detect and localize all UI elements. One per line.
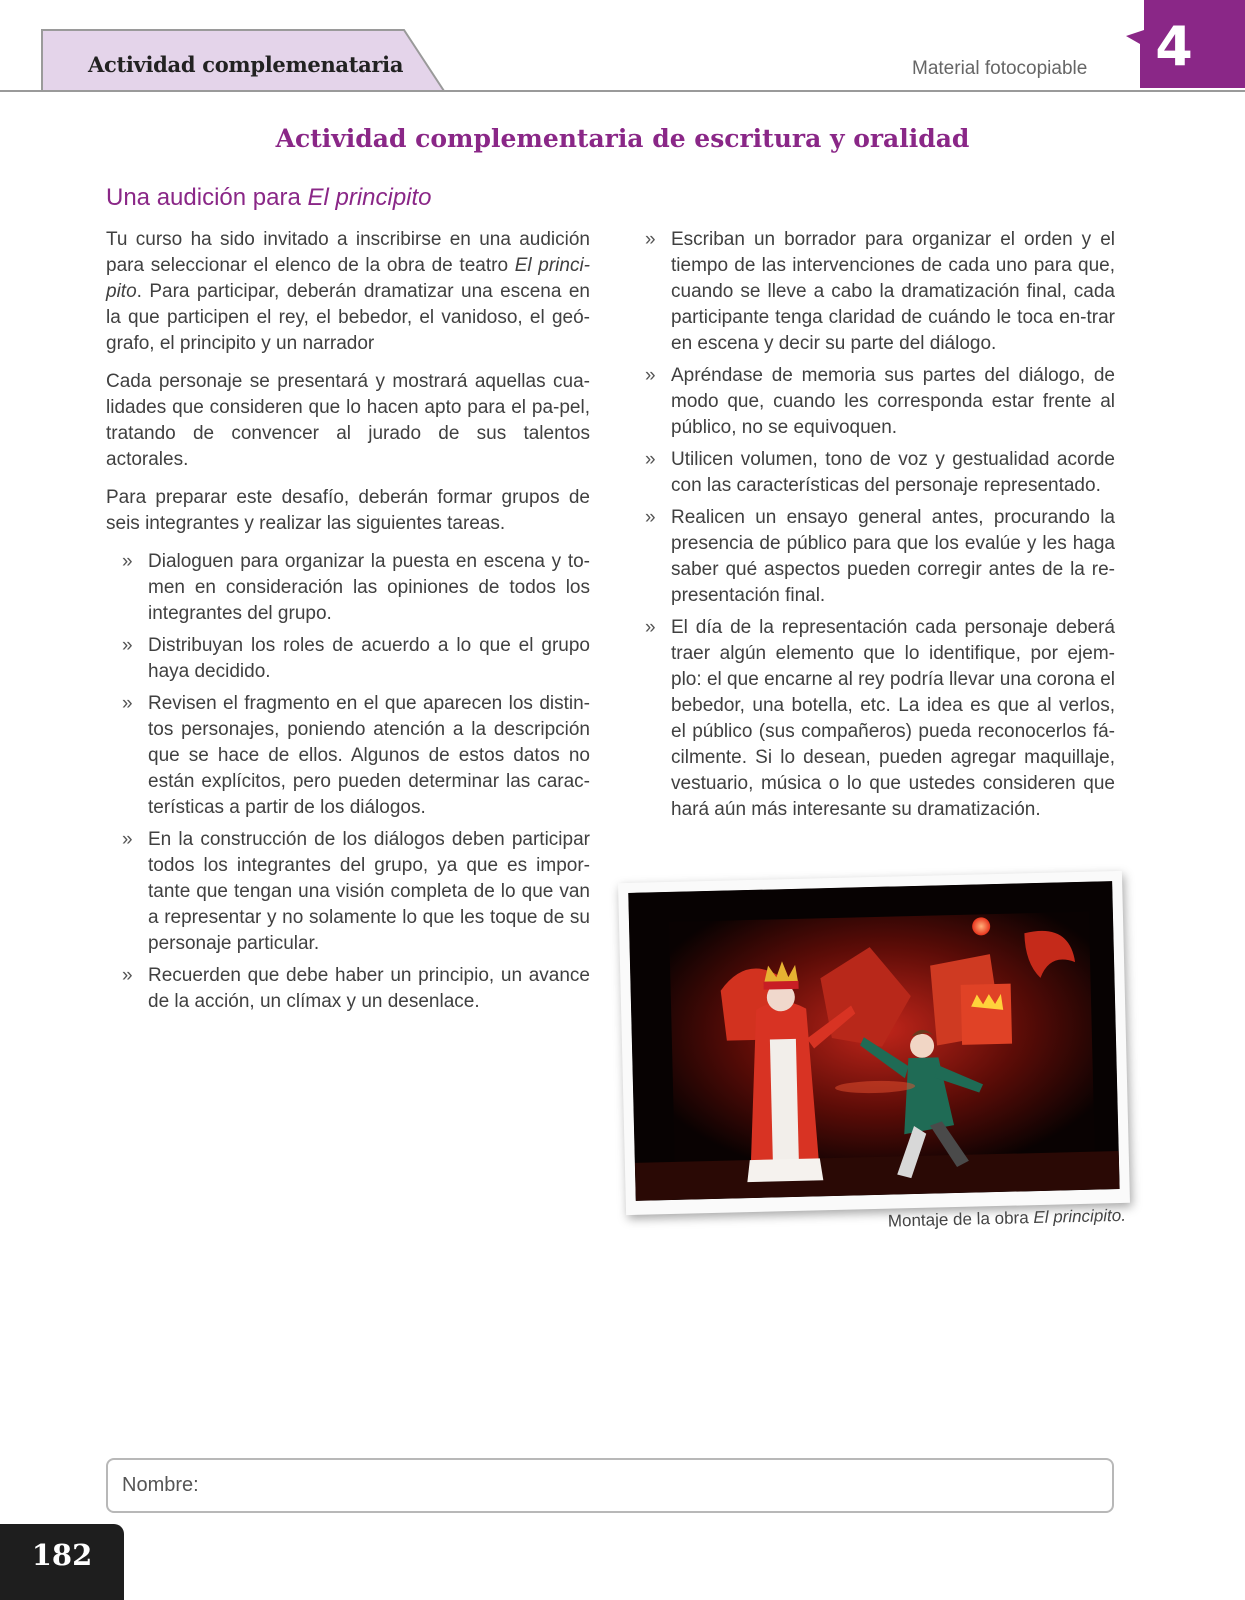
page-number-tab: [0, 1524, 124, 1600]
list-item: [122, 549, 590, 627]
intro-italic-title: El princi-pito: [106, 255, 590, 302]
list-item-text: Recuerden que debe haber un principio, un avance de la acción, un clímax y un desenlace.: [148, 965, 590, 1012]
list-item: [645, 447, 1115, 499]
subtitle-text: Una audición para: [106, 184, 308, 211]
list-item-text: El día de la representación cada personaje deberá traer algún elemento que lo identifique, por ejem-plo: el que encarne al rey podría llevar una corona el bebedor, una botella, etc. La idea es que al verlos, el público (sus compañeros) pueda reconocerlos fá-cilmente. Si lo desean, pueden agregar maquillaje, vestuario, música o lo que ustedes consideren que hará aún más interesante su dramatización.: [671, 617, 1115, 820]
list-item-text: Utilicen volumen, tono de voz y gestualidad acorde con las características del personaje representado.: [671, 449, 1115, 496]
caption-text: Montaje de la obra: [887, 1208, 1034, 1231]
list-item-text: Realicen un ensayo general antes, procurando la presencia de público para que los evalúe y les haga saber qué aspectos pueden corregir antes de la re-presentación final.: [671, 507, 1115, 606]
list-item-text: Escriban un borrador para organizar el orden y el tiempo de las intervenciones de cada uno para que, cuando se lleve a cabo la dramatización final, cada participante tenga claridad de cuándo le toca en-trar en escena y decir su parte del diálogo.: [671, 229, 1115, 354]
bullet-mark: »: [645, 229, 656, 250]
bullet-mark: »: [645, 507, 656, 528]
task-list-left: [122, 549, 590, 1015]
list-item-text: Revisen el fragmento en el que aparecen los distin-tos personajes, poniendo atención a la descripción que se hace de ellos. Algunos de estos datos no están explícitos, pero pueden determinar las carac-terísticas a partir de los diálogos.: [148, 693, 590, 818]
theater-scene-image: [628, 881, 1119, 1201]
page-title: Actividad complementaria de escritura y oralidad: [275, 124, 970, 153]
characters-paragraph: Cada personaje se presentará y mostrará aquellas cua-lidades que consideren que lo hacen apto para el pa-pel, tratando de convencer al jurado de sus talentos actorales.: [106, 371, 590, 470]
intro-text-start: Tu curso ha sido invitado a inscribirse en una audición para seleccionar el elenco de la obra de teatro: [106, 229, 590, 276]
section-tab-label: Actividad complemenataria: [88, 52, 404, 77]
intro-paragraph: [106, 227, 590, 357]
bullet-mark: »: [122, 551, 133, 572]
list-item: [645, 363, 1115, 441]
photocopiable-label: Material fotocopiable: [912, 58, 1088, 79]
list-item: [122, 963, 590, 1015]
bullet-mark: »: [645, 365, 656, 386]
list-item: [122, 633, 590, 685]
name-label: Nombre:: [122, 1474, 199, 1496]
caption-italic-title: El principito.: [1033, 1205, 1127, 1228]
bullet-mark: »: [122, 635, 133, 656]
chapter-number: 4: [1155, 15, 1193, 78]
theater-photo: [628, 881, 1119, 1201]
section-subtitle: [106, 184, 432, 212]
task-list-right: [645, 227, 1115, 823]
photo-caption: [860, 1206, 1126, 1232]
left-column: [106, 227, 590, 1021]
bullet-mark: »: [645, 617, 656, 638]
name-field[interactable]: [106, 1458, 1114, 1513]
list-item-text: Distribuyan los roles de acuerdo a lo que el grupo haya decidido.: [148, 635, 590, 682]
list-item: [645, 505, 1115, 609]
list-item: [645, 227, 1115, 357]
page-number: 182: [31, 1538, 93, 1572]
list-item-text: En la construcción de los diálogos deben participar todos los integrantes del grupo, ya que es impor-tante que tengan una visión completa de lo que van a representar y no solamente lo que les toque de su personaje particular.: [148, 829, 590, 954]
list-item: [122, 691, 590, 821]
list-item-text: Apréndase de memoria sus partes del diálogo, de modo que, cuando les corresponda estar frente al público, no se equivoquen.: [671, 365, 1115, 438]
groups-paragraph: Para preparar este desafío, deberán formar grupos de seis integrantes y realizar las siguientes tareas.: [106, 487, 590, 534]
bullet-mark: »: [122, 965, 133, 986]
list-item: [122, 827, 590, 957]
list-item: [645, 615, 1115, 823]
intro-text-end: . Para participar, deberán dramatizar una escena en la que participen el rey, el bebedor, el vanidoso, el geó-grafo, el principito y un narrador: [106, 281, 590, 354]
subtitle-italic: El principito: [307, 184, 432, 211]
photo-frame: [618, 871, 1130, 1215]
right-column: [645, 227, 1115, 829]
bullet-mark: »: [122, 829, 133, 850]
bullet-mark: »: [645, 449, 656, 470]
list-item-text: Dialoguen para organizar la puesta en escena y to-men en consideración las opiniones de todos los integrantes del grupo.: [148, 551, 590, 624]
bullet-mark: »: [122, 693, 133, 714]
